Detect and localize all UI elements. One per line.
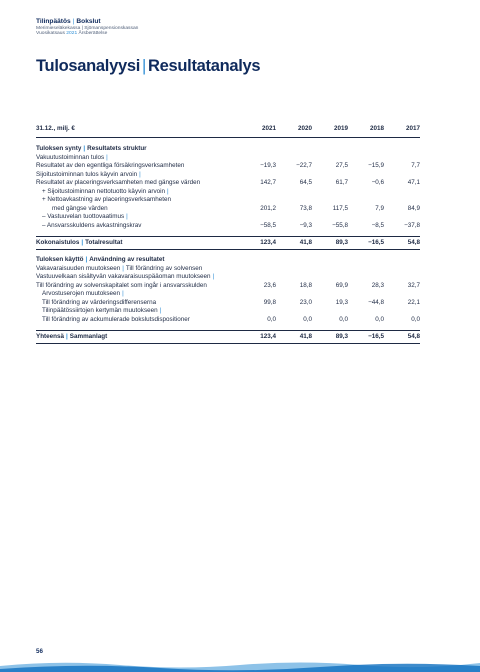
year-header: 2021 — [261, 125, 276, 132]
section-heading-sv: Resultatets struktur — [87, 145, 147, 152]
cell-value: 142,7 — [260, 179, 276, 186]
cell-value: 19,3 — [335, 298, 348, 306]
table-row — [36, 299, 420, 308]
cell-value: −22,7 — [296, 162, 312, 169]
row-label: – Ansvarsskuldens avkastningskrav — [42, 221, 142, 229]
table-row — [36, 213, 420, 222]
cell-value: 23,6 — [263, 281, 276, 289]
cell-value: 23,0 — [299, 298, 312, 306]
cell-value: 123,4 — [260, 333, 276, 340]
table-row — [36, 196, 420, 205]
divider: | — [72, 18, 75, 25]
cell-value: 0,0 — [339, 315, 348, 323]
cell-value: 61,7 — [335, 179, 348, 186]
table-row — [36, 265, 420, 274]
section-heading-fi: Tuloksen synty — [36, 145, 82, 152]
header-subtitle: Merimieseläkekassa | Sjömanspensionskassan — [36, 25, 139, 31]
cell-value: 47,1 — [407, 179, 420, 186]
total-row — [36, 237, 420, 249]
row-label: Till förändring av solvenskapitalet som ingår i ansvarsskulden — [36, 281, 207, 289]
divider: | — [81, 239, 84, 246]
table-row — [36, 307, 420, 316]
cell-value: 7,9 — [375, 204, 384, 212]
cell-value: −16,5 — [368, 239, 384, 246]
cell-value: −37,8 — [404, 221, 420, 229]
result-analysis-table — [36, 124, 420, 344]
divider: | — [66, 333, 68, 340]
cell-value: −44,8 — [368, 298, 384, 306]
cell-value: 84,9 — [407, 204, 420, 212]
row-label: Vakuutustoiminnan tulos — [36, 153, 105, 161]
header-label: 31.12., milj. € — [36, 125, 75, 132]
row-label: Vastuuvelkaan sisältyvän vakavaraisuuspääoman muutokseen — [36, 273, 211, 280]
header-report-fi: Vuosikatsaus — [36, 31, 65, 37]
table-row — [36, 290, 420, 299]
row-label: Till förändring av värderingsdifferenserna — [42, 298, 157, 306]
section-heading — [36, 256, 420, 265]
header-report — [36, 31, 138, 37]
divider: | — [167, 187, 169, 195]
table-row — [36, 162, 420, 171]
table-row — [36, 282, 420, 291]
divider: | — [126, 213, 128, 220]
cell-value: 41,8 — [299, 333, 312, 340]
section-heading-sv: Användning av resultatet — [89, 256, 165, 263]
year-header: 2017 — [405, 125, 420, 132]
total-label-sv: Totalresultat — [85, 239, 123, 246]
cell-value: −8,5 — [371, 221, 384, 229]
divider: | — [83, 145, 86, 152]
total-label-fi: Yhteensä — [36, 333, 64, 340]
section-heading-fi: Tuloksen käyttö — [36, 256, 84, 263]
total-rule — [36, 343, 420, 344]
row-label: Tilinpäätössiirtojen kertymän muutokseen — [42, 307, 158, 314]
cell-value: 27,5 — [335, 162, 348, 169]
cell-value: −16,5 — [368, 333, 384, 340]
cell-value: 28,3 — [371, 281, 384, 289]
cell-value: 0,0 — [375, 315, 384, 323]
divider: | — [85, 256, 88, 263]
year-header: 2019 — [333, 125, 348, 132]
cell-value: −19,3 — [260, 162, 276, 169]
row-label: Vakavaraisuuden muutokseen — [36, 264, 121, 272]
table-row — [36, 188, 420, 197]
table-row — [36, 273, 420, 282]
header-section-sv: Bokslut — [76, 18, 101, 25]
page-number: 56 — [36, 648, 43, 655]
divider: | — [122, 264, 124, 272]
cell-value: 0,0 — [267, 315, 276, 323]
table-row — [36, 205, 420, 214]
running-header — [36, 18, 138, 37]
cell-value: 22,1 — [407, 298, 420, 306]
row-label: + Sijoitustoiminnan nettotuotto käyvin arvoin — [42, 187, 166, 195]
page-title-sv: Resultatanalys — [148, 57, 261, 75]
divider: | — [212, 273, 215, 280]
year-header: 2018 — [369, 125, 384, 132]
cell-value: 73,8 — [299, 204, 312, 212]
cell-value: −9,3 — [299, 221, 312, 229]
total-row — [36, 331, 420, 343]
table-row — [36, 154, 420, 163]
divider: | — [106, 153, 108, 161]
cell-value: 69,9 — [335, 281, 348, 289]
row-label: Arvostuserojen muutokseen — [42, 290, 121, 297]
cell-value: −0,6 — [371, 179, 384, 186]
table-row — [36, 179, 420, 188]
row-label: – Vastuuvelan tuottovaatimus — [42, 213, 125, 220]
cell-value: 123,4 — [260, 239, 276, 246]
row-label: Resultatet av den egentliga försäkringsverksamheten — [36, 162, 185, 169]
header-rule — [36, 137, 420, 138]
divider: | — [159, 307, 162, 314]
cell-value: 41,8 — [299, 239, 312, 246]
cell-value: 54,8 — [407, 333, 420, 340]
row-label: med gängse värden — [52, 204, 108, 212]
cell-value: 89,3 — [335, 239, 348, 246]
cell-value: 32,7 — [407, 281, 420, 289]
header-year: 2021 — [66, 31, 78, 37]
cell-value: 0,0 — [411, 315, 420, 323]
row-label: Till förändring av solvensen — [125, 264, 203, 272]
cell-value: 64,5 — [299, 179, 312, 186]
section-heading — [36, 145, 420, 154]
table-header-row — [36, 124, 420, 134]
header-report-sv: Årsberättelse — [78, 31, 108, 37]
cell-value: −55,8 — [332, 221, 348, 229]
row-label: Resultatet av placeringsverksamheten med gängse värden — [36, 179, 201, 186]
table-row — [36, 222, 420, 231]
total-label-fi: Kokonaistulos — [36, 239, 80, 246]
row-label: Till förändring av ackumulerade bokslutsdispositioner — [42, 315, 190, 323]
cell-value: 18,8 — [299, 281, 312, 289]
divider: | — [142, 57, 147, 75]
row-label: + Nettoavkastning av placeringsverksamheten — [42, 196, 171, 203]
table-row — [36, 316, 420, 325]
cell-value: 54,8 — [407, 239, 420, 246]
cell-value: 201,2 — [260, 204, 276, 212]
cell-value: 7,7 — [411, 162, 420, 169]
page-title — [36, 57, 260, 76]
total-label-sv: Sammanlagt — [69, 333, 108, 340]
year-header: 2020 — [297, 125, 312, 132]
cell-value: −15,9 — [368, 162, 384, 169]
row-label: Sijoitustoiminnan tulos käyvin arvoin — [36, 170, 138, 178]
cell-value: 0,0 — [303, 315, 312, 323]
cell-value: 89,3 — [335, 333, 348, 340]
cell-value: 99,8 — [263, 298, 276, 306]
cell-value: 117,5 — [332, 204, 348, 212]
wave-decoration — [0, 658, 480, 672]
cell-value: −58,5 — [260, 221, 276, 229]
divider: | — [139, 170, 141, 178]
table-row — [36, 171, 420, 180]
divider: | — [122, 290, 124, 297]
header-section — [36, 18, 138, 26]
header-section-fi: Tilinpäätös — [36, 18, 71, 25]
page-title-fi: Tulosanalyysi — [36, 57, 141, 75]
